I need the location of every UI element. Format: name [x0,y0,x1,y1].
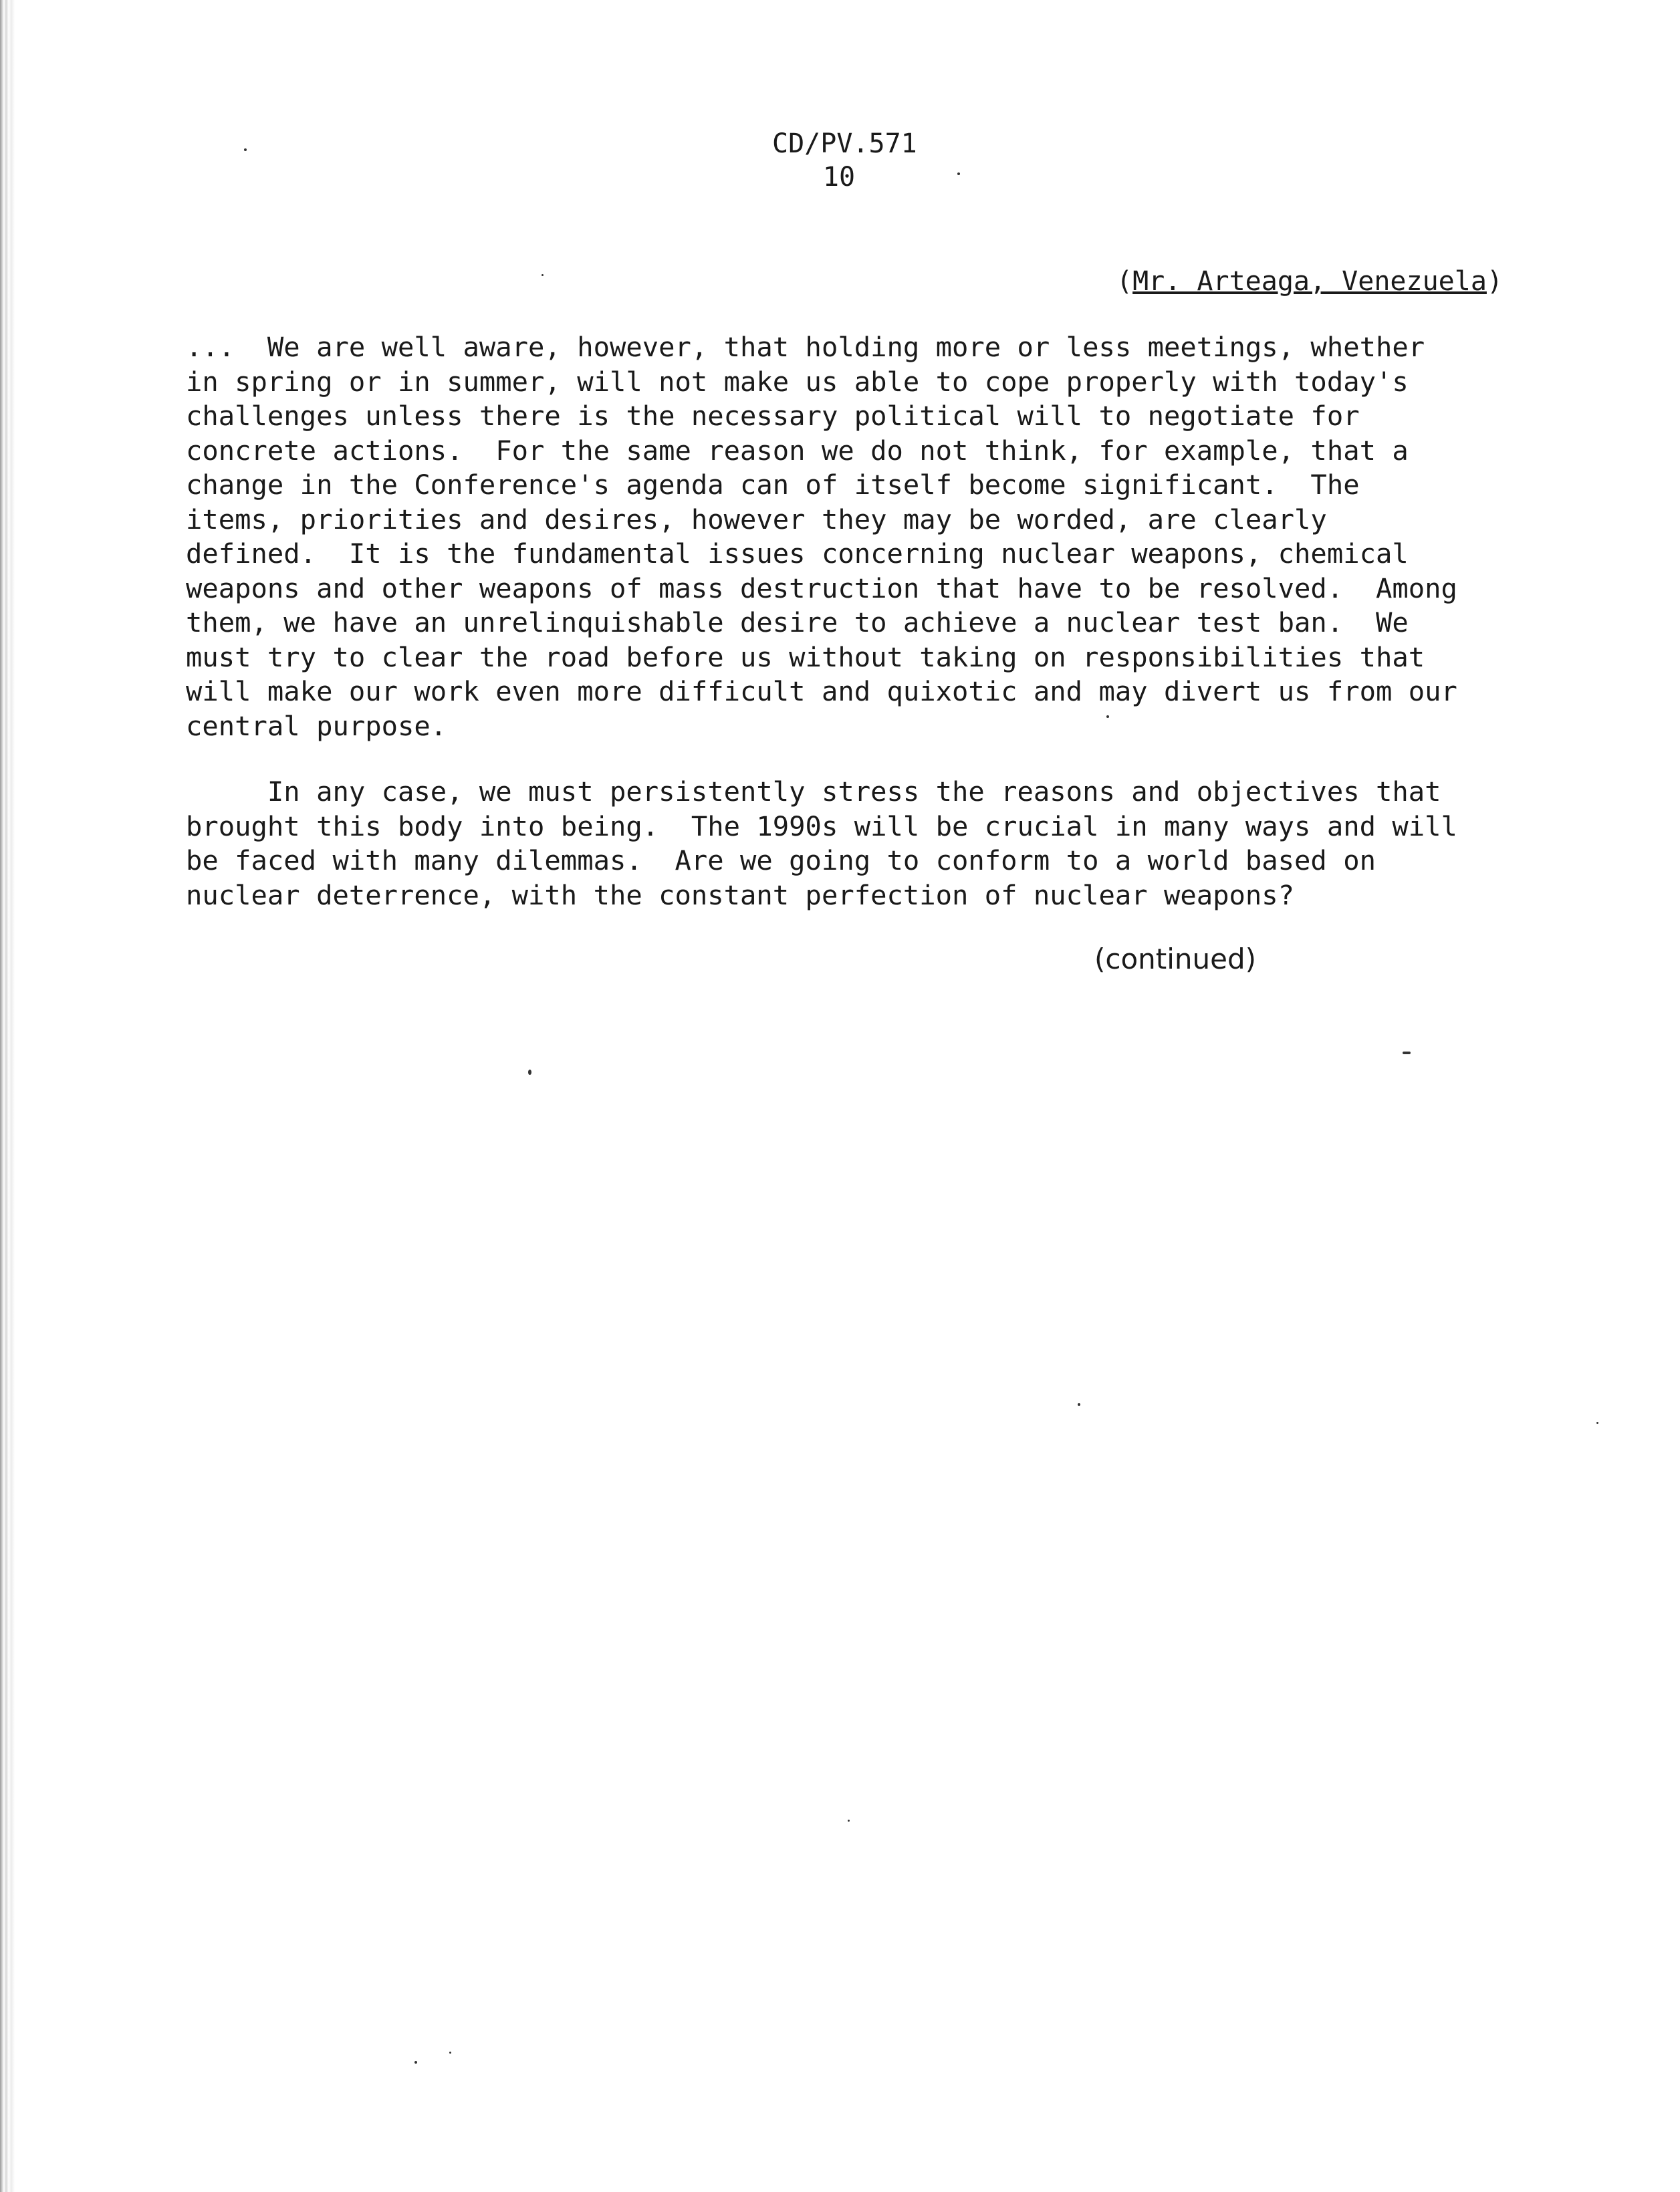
text-line: defined. It is the fundamental issues concerning nuclear weapons, chemical [186,537,1409,570]
text-line: will make our work even more difficult and quixotic and may divert us from our [186,675,1457,707]
text-line: nuclear deterrence, with the constant perfection of nuclear weapons? [186,878,1295,911]
scan-edge [0,0,15,2192]
document-reference: CD/PV.571 [772,128,917,159]
scan-speck [957,172,960,175]
speaker-name: Mr. Arteaga, Venezuela [1132,266,1487,297]
text-line: ... We are well aware, however, that holding more or less meetings, whether [186,331,1425,363]
scan-speck [1078,1403,1080,1406]
scan-speck [244,148,247,151]
scan-speck [1106,715,1109,718]
text-line: be faced with many dilemmas. Are we going to conform to a world based on [186,844,1376,876]
page-number: 10 [822,162,856,193]
speaker-close-paren: ) [1486,266,1503,297]
scan-speck [1596,1422,1598,1424]
text-line: weapons and other weapons of mass destruction that have to be resolved. Among [186,572,1457,604]
text-line: change in the Conference's agenda can of itself become significant. The [186,469,1360,501]
text-line: in spring or in summer, will not make us able to cope properly with today's [186,365,1409,398]
scan-speck [1403,1052,1411,1054]
text-line: brought this body into being. The 1990s will be crucial in many ways and will [186,810,1457,842]
speaker-open-paren: ( [1116,266,1133,297]
continuation-note: (continued) [1094,943,1257,975]
text-line: In any case, we must persistently stress the reasons and objectives that [186,775,1441,808]
scan-speck [542,274,544,276]
paragraph-1 [186,330,1523,743]
text-line: must try to clear the road before us without taking on responsibilities that [186,640,1425,673]
text-line: central purpose. [186,709,447,742]
scan-speck [528,1070,531,1075]
scan-speck [414,2061,417,2064]
paragraph-2 [186,775,1523,912]
text-line: concrete actions. For the same reason we do not think, for example, that a [186,434,1409,467]
speaker-attribution [1116,265,1531,298]
scan-speck [848,1820,850,1822]
scan-speck [449,2052,451,2054]
text-line: items, priorities and desires, however they may be worded, are clearly [186,503,1327,535]
text-line: them, we have an unrelinquishable desire to achieve a nuclear test ban. We [186,606,1409,638]
text-line: challenges unless there is the necessary political will to negotiate for [186,400,1360,432]
